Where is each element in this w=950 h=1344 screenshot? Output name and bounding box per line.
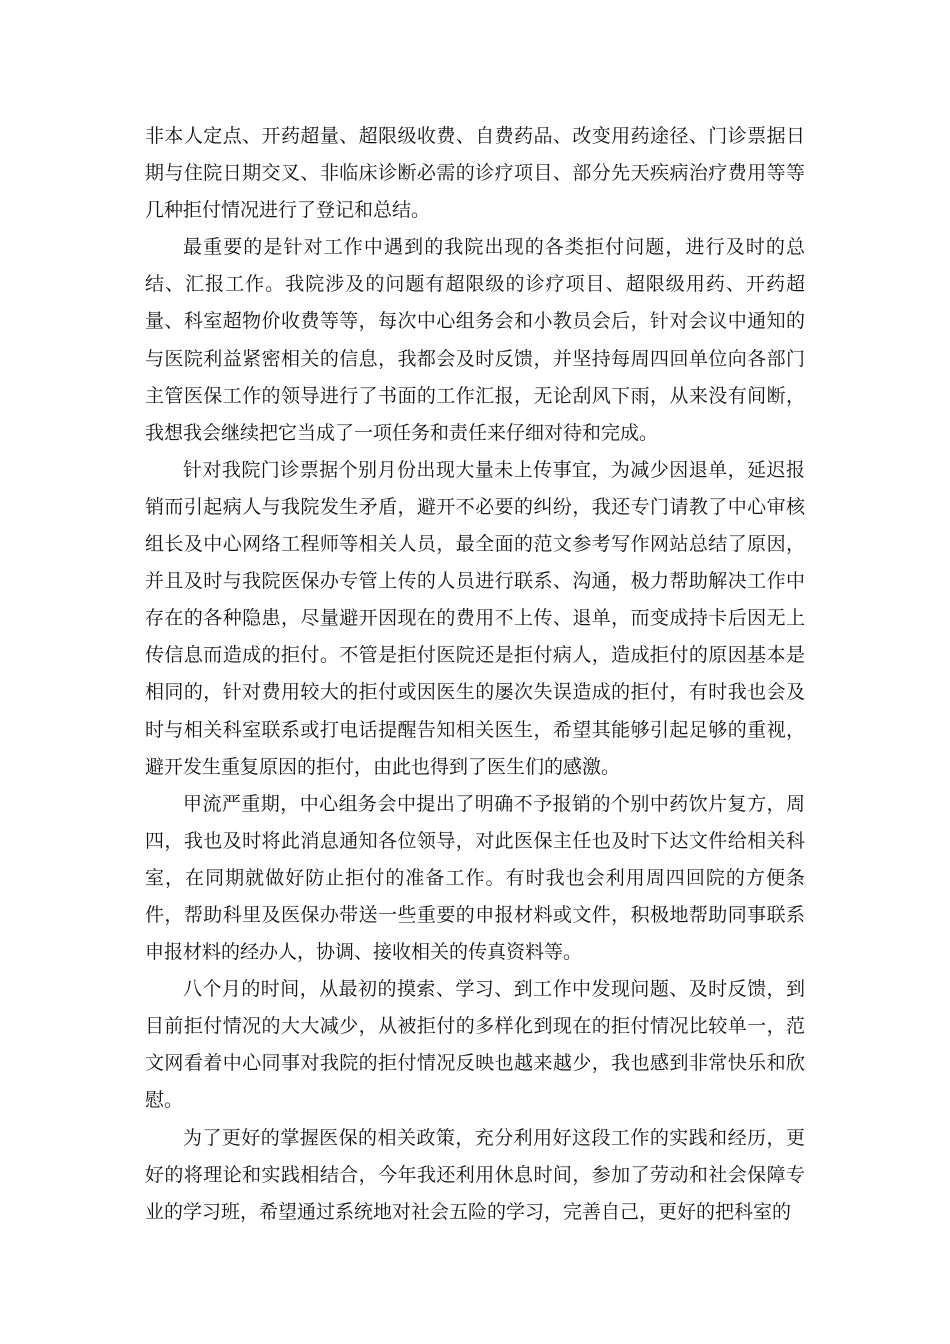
- paragraph-3: 针对我院门诊票据个别月份出现大量未上传事宜，为减少因退单，延迟报销而引起病人与我院发生矛盾，避开不必要的纠纷，我还专门请教了中心审核组长及中心网络工程师等相关人员，最全面的范文参考写作网站总结了原因，并且及时与我院医保办专管上传的人员进行联系、沟通，极力帮助解决工作中存在的各种隐患，尽量避开因现在的费用不上传、退单，而变成持卡后因无上传信息而造成的拒付。不管是拒付医院还是拒付病人，造成拒付的原因基本是相同的，针对费用较大的拒付或因医生的屡次失误造成的拒付，有时我也会及时与相关科室联系或打电话提醒告知相关医生，希望其能够引起足够的重视，避开发生重复原因的拒付，由此也得到了医生们的感激。: [145, 458, 805, 778]
- document-body: [145, 118, 805, 1231]
- paragraph-1: 非本人定点、开药超量、超限级收费、自费药品、改变用药途径、门诊票据日期与住院日期交叉、非临床诊断必需的诊疗项目、部分先天疾病治疗费用等等几种拒付情况进行了登记和总结。: [145, 125, 805, 222]
- paragraph-2: 最重要的是针对工作中遇到的我院出现的各类拒付问题，进行及时的总结、汇报工作。我院涉及的问题有超限级的诊疗项目、超限级用药、开药超量、科室超物价收费等等，每次中心组务会和小教员会后，针对会议中通知的与医院利益紧密相关的信息，我都会及时反馈，并坚持每周四回单位向各部门主管医保工作的领导进行了书面的工作汇报，无论刮风下雨，从来没有间断，我想我会继续把它当成了一项任务和责任来仔细对待和完成。: [145, 236, 805, 444]
- paragraph-4: 甲流严重期，中心组务会中提出了明确不予报销的个别中药饮片复方，周四，我也及时将此消息通知各位领导，对此医保主任也及时下达文件给相关科室，在同期就做好防止拒付的准备工作。有时我也会利用周四回院的方便条件，帮助科里及医保办带送一些重要的申报材料或文件，积极地帮助同事联系申报材料的经办人，协调、接收相关的传真资料等。: [145, 792, 805, 964]
- paragraph-5: 八个月的时间，从最初的摸索、学习、到工作中发现问题、及时反馈，到目前拒付情况的大大减少，从被拒付的多样化到现在的拒付情况比较单一，范文网看着中心同事对我院的拒付情况反映也越来越少，我也感到非常快乐和欣慰。: [145, 978, 805, 1112]
- paragraph-6: 为了更好的掌握医保的相关政策，充分利用好这段工作的实践和经历，更好的将理论和实践相结合，今年我还利用休息时间，参加了劳动和社会保障专业的学习班，希望通过系统地对社会五险的学习，完善自己，更好的把科室的: [145, 1126, 805, 1223]
